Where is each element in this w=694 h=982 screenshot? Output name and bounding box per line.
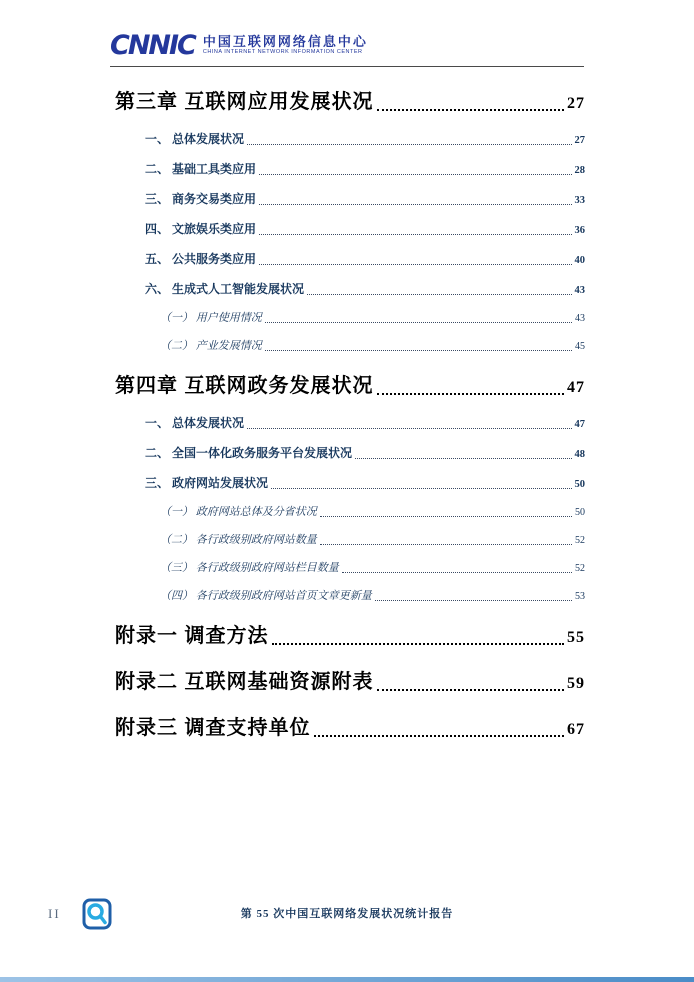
toc-entry[interactable]	[145, 252, 585, 268]
toc-entry[interactable]	[145, 416, 585, 432]
bottom-accent-bar	[0, 977, 694, 982]
toc-entry-title: 六、 生成式人工智能发展状况	[145, 282, 305, 296]
report-title: 第 55 次中国互联网络发展状况统计报告	[240, 908, 454, 920]
toc-entry-title: 二、 基础工具类应用	[145, 162, 257, 176]
toc-entry-page: 59	[567, 675, 585, 692]
toc-entry-title: 一、 总体发展状况	[145, 416, 245, 430]
dot-leader	[355, 458, 571, 459]
toc-entry[interactable]	[160, 311, 585, 326]
toc-entry-title: 附录三 调查支持单位	[115, 717, 311, 739]
toc-entry-page: 45	[575, 341, 585, 352]
toc-entry[interactable]	[160, 533, 585, 548]
header-divider	[110, 66, 584, 67]
toc-entry-page: 48	[574, 449, 585, 460]
toc-entry[interactable]	[160, 505, 585, 520]
toc-entry-title: 三、 政府网站发展状况	[145, 476, 269, 490]
toc-entry-title: 五、 公共服务类应用	[145, 252, 257, 266]
toc-entry[interactable]	[115, 624, 585, 650]
toc-entry-title: （二） 产业发展情况	[160, 340, 262, 352]
dot-leader	[320, 544, 572, 545]
toc-entry[interactable]	[145, 222, 585, 238]
toc-entry[interactable]	[145, 132, 585, 148]
dot-leader	[259, 264, 571, 265]
dot-leader	[320, 516, 572, 517]
toc-entry[interactable]	[145, 192, 585, 208]
toc-entry[interactable]	[145, 476, 585, 492]
toc-entry-title: 四、 文旅娱乐类应用	[145, 222, 257, 236]
toc-entry-title: （一） 政府网站总体及分省状况	[160, 506, 317, 518]
dot-leader	[342, 572, 572, 573]
org-names	[203, 34, 368, 57]
cnnic-logo: CNNIC	[110, 30, 195, 61]
dot-leader	[377, 393, 564, 395]
dot-leader	[272, 643, 564, 645]
dot-leader	[271, 488, 571, 489]
dot-leader	[377, 109, 564, 111]
toc-entry[interactable]	[145, 282, 585, 298]
toc-entry-page: 50	[574, 479, 585, 490]
toc-entry-page: 27	[567, 95, 585, 112]
dot-leader	[314, 735, 564, 737]
toc-entry-page: 47	[567, 379, 585, 396]
org-name-chinese: 中国互联网网络信息中心	[202, 33, 368, 49]
toc-entry[interactable]	[145, 446, 585, 462]
toc-entry-title: 二、 全国一体化政务服务平台发展状况	[145, 446, 353, 460]
toc-entry[interactable]	[145, 162, 585, 178]
dot-leader	[259, 234, 571, 235]
org-name-english: CHINA INTERNET NETWORK INFORMATION CENTER	[202, 49, 363, 56]
toc-entry-page: 55	[567, 629, 585, 646]
dot-leader	[307, 294, 571, 295]
dot-leader	[265, 322, 572, 323]
toc-entry[interactable]	[115, 670, 585, 696]
toc-entry-title: 三、 商务交易类应用	[145, 192, 257, 206]
dot-leader	[259, 204, 571, 205]
toc-entry-page: 47	[574, 419, 585, 430]
toc-entry-page: 28	[574, 165, 585, 176]
toc-entry-title: （四） 各行政级别政府网站首页文章更新量	[160, 590, 372, 602]
toc-entry-title: （二） 各行政级别政府网站数量	[160, 534, 317, 546]
toc-entry-page: 36	[574, 225, 585, 236]
toc-entry[interactable]	[160, 561, 585, 576]
toc-entry-page: 67	[567, 721, 585, 738]
page-number: II	[48, 906, 61, 921]
toc-entry[interactable]	[115, 716, 585, 742]
dot-leader	[265, 350, 572, 351]
toc-entry-page: 52	[575, 535, 585, 546]
toc-entry-title: 附录一 调查方法	[115, 625, 269, 647]
cnnic-logo-block	[110, 32, 584, 59]
toc-entry-title: （一） 用户使用情况	[160, 312, 262, 324]
toc-entry-title: 第三章 互联网应用发展状况	[115, 91, 374, 113]
toc-entry-page: 43	[574, 285, 585, 296]
page-header	[110, 32, 584, 67]
toc-entry-page: 52	[575, 563, 585, 574]
dot-leader	[247, 428, 571, 429]
toc-entry-page: 53	[575, 591, 585, 602]
toc-entry-page: 43	[575, 313, 585, 324]
toc-entry-title: （三） 各行政级别政府网站栏目数量	[160, 562, 339, 574]
toc-entry[interactable]	[160, 589, 585, 604]
toc-entry[interactable]	[160, 339, 585, 354]
toc-entry-title: 一、 总体发展状况	[145, 132, 245, 146]
dot-leader	[259, 174, 571, 175]
toc-entry-page: 27	[574, 135, 585, 146]
page-footer	[0, 898, 694, 930]
toc-entry-page: 33	[574, 195, 585, 206]
toc-entry-page: 50	[575, 507, 585, 518]
toc-entry-page: 40	[574, 255, 585, 266]
toc-list	[115, 90, 585, 758]
toc-entry-title: 第四章 互联网政务发展状况	[115, 375, 374, 397]
toc-entry[interactable]	[115, 90, 585, 116]
toc-entry[interactable]	[115, 374, 585, 400]
dot-leader	[247, 144, 571, 145]
dot-leader	[377, 689, 564, 691]
toc-entry-title: 附录二 互联网基础资源附表	[115, 671, 374, 693]
dot-leader	[375, 600, 572, 601]
